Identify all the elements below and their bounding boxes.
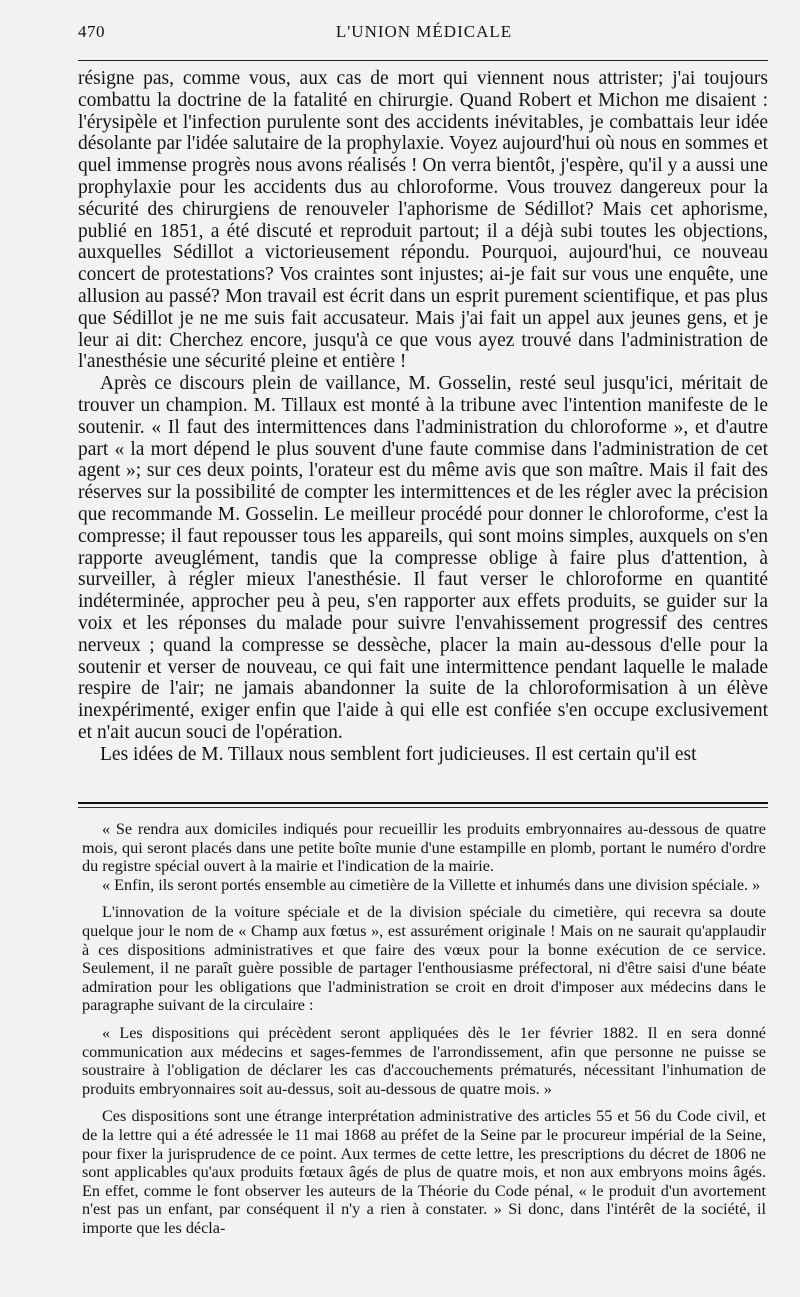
feuilleton-text	[82, 820, 766, 1237]
page-header	[78, 22, 770, 52]
main-paragraph: Après ce discours plein de vaillance, M. Gosselin, resté seul jusqu'ici, méritait de trouver un champion. M. Tillaux est monté à la tribune avec l'intention manifeste de le soutenir. « Il faut des intermittences dans l'administration du chloroforme », et d'autre part « la mort dépend le plus souvent d'une faute commise dans l'administration de cet agent »; sur ces deux points, l'orateur est du même avis que son maître. Mais il fait des réserves sur la possibilité de compter les intermittences et de les régler avec la précision que recommande M. Gosselin. Le meilleur procédé pour donner le chloroforme, c'est la compresse; il faut repousser tous les appareils, qui sont moins simples, auxquels on s'en rapporte aveuglément, tandis que la compresse oblige à faire plus d'attention, à surveiller, à régler mieux l'anesthésie. Il faut verser le chloroforme en quantité indéterminée, approcher peu à peu, s'en rapporter aux effets produits, se guider sur la voix et les réponses du malade pour suivre l'envahissement progressif des centres nerveux ; quand la compresse se dessèche, placer la main au-dessous d'elle pour la soutenir et verser de nouveau, ce qui fait une intermittence pendant laquelle le malade respire de l'air; ne jamais abandonner la suite de la chloroformisation à un élève inexpérimenté, exiger enfin que l'aide à qui elle est confiée s'en occupe exclusivement et n'ait aucun souci de l'opération.	[78, 373, 768, 743]
note-paragraph: « Se rendra aux domiciles indiqués pour recueillir les produits embryonnaires au-dessous de quatre mois, qui seront placés dans une petite boîte munie d'une estampille en plomb, portant le numéro d'ordre du registre spécial ouvert à la mairie et l'indication de la mairie.	[82, 820, 766, 876]
note-paragraph: L'innovation de la voiture spéciale et de la division spéciale du cimetière, qui recevra sa doute quelque jour le nom de « Champ aux fœtus », est assurément originale ! Mais on ne saurait qu'applaudir à ces dispositions administratives et que faire des vœux pour la bonne exécution de ce service. Seulement, il ne paraît guère possible de partager l'enthousiasme préfectoral, ni d'être saisi d'une béate admiration pour les obligations que l'administration se croit en droit d'imposer aux médecins dans le paragraphe suivant de la circulaire :	[82, 903, 766, 1015]
note-paragraph: « Les dispositions qui précèdent seront appliquées dès le 1er février 1882. Il en sera donné communication aux médecins et sages-femmes de l'arrondissement, afin que personne ne puisse se soustraire à l'obligation de déclarer les cas d'accouchements prématurés, nécessitant l'inhumation de produits embryonnaires soit au-dessus, soit au-dessous de quatre mois. »	[82, 1023, 766, 1098]
main-paragraph: Les idées de M. Tillaux nous semblent fort judicieuses. Il est certain qu'il est	[100, 743, 697, 765]
note-paragraph: « Enfin, ils seront portés ensemble au cimetière de la Villette et inhumés dans une division spéciale. »	[102, 875, 761, 894]
header-rule	[78, 60, 768, 61]
note-paragraph: Ces dispositions sont une étrange interprétation administrative des articles 55 et 56 du Code civil, et de la lettre qui a été adressée le 11 mai 1868 au préfet de la Seine par le procureur impérial de la Seine, pour fixer la jurisprudence de ce point. Aux termes de cette lettre, les prescriptions du décret de 1806 ne sont applicables qu'aux produits fœtaux âgés de plus de quatre mois, et non aux embryons moins âgés. En effet, comme le font observer les auteurs de la Théorie du Code pénal, « le produit d'un avortement n'est pas un enfant, par conséquent il n'y a rien à constater. » Si donc, dans l'intérêt de la société, il importe que les décla-	[82, 1107, 766, 1237]
main-text	[78, 68, 768, 766]
page-number: 470	[78, 22, 105, 41]
main-paragraph: résigne pas, comme vous, aux cas de mort qui viennent nous attrister; j'ai toujours combattu la doctrine de la fatalité en chirurgie. Quand Robert et Michon me disaient : l'érysipèle et l'infection purulente sont des accidents inévitables, je combattais leur idée désolante par l'idée salutaire de la prophylaxie. Voyez aujourd'hui où nous en sommes et quel immense progrès nous avons réalisés ! On verra bientôt, j'espère, qu'il y a aussi une prophylaxie pour les accidents dus au chloroforme. Vous trouvez dangereux pour la sécurité des chirurgiens de renouveler l'aphorisme de Sédillot? Mais cet aphorisme, publié en 1851, a été discuté et reproduit partout; il a déjà subi toutes les objections, auxquelles Sédillot a victorieusement répondu. Pourquoi, aujourd'hui, ce nouveau concert de protestations? Vos craintes sont injustes; ai-je fait sur vous une enquête, une allusion au passé? Mon travail est écrit dans un esprit purement scientifique, et pas plus que Sédillot je ne me suis fait accusateur. Mais j'ai fait un appel aux jeunes gens, et je leur ai dit: Cherchez encore, jusqu'à ce que vous ayez trouvé dans l'administration de l'anesthésie une sécurité pleine et entière !	[78, 68, 768, 373]
journal-title: L'UNION MÉDICALE	[335, 22, 513, 41]
section-divider	[78, 802, 768, 804]
section-divider-thin	[78, 807, 768, 808]
